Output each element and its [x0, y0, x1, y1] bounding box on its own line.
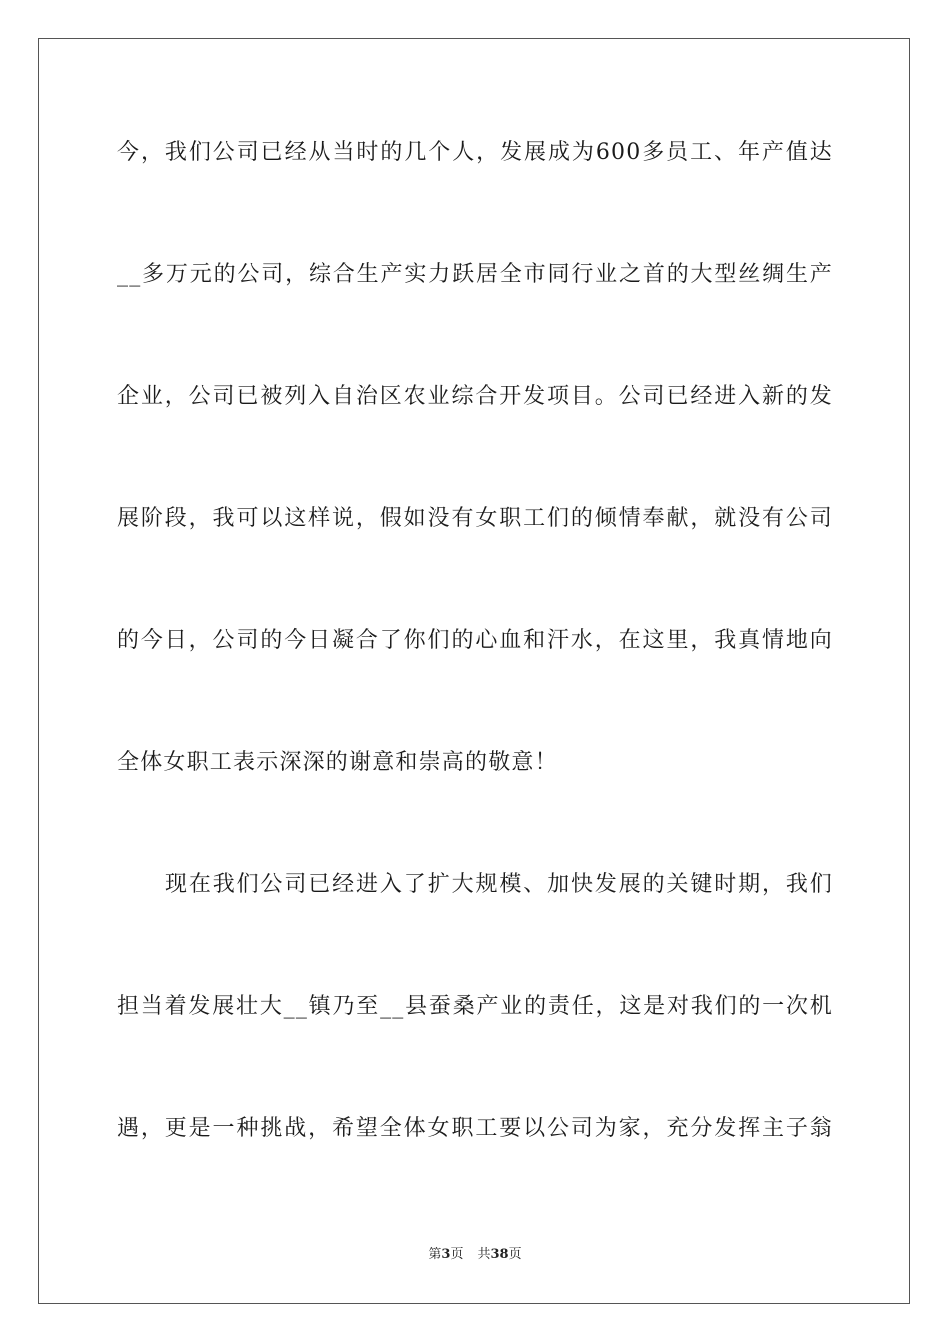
body-line-3: 企业，公司已被列入自治区农业综合开发项目。公司已经进入新的发 [117, 384, 833, 409]
page-suffix: 页 [450, 1247, 464, 1262]
body-line-5: 的今日，公司的今日凝合了你们的心血和汗水，在这里，我真情地向 [117, 628, 833, 653]
total-prefix: 共 [477, 1247, 491, 1262]
body-line-9: 遇，更是一种挑战，希望全体女职工要以公司为家，充分发挥主子翁 [117, 1116, 833, 1141]
body-line-4: 展阶段，我可以这样说，假如没有女职工们的倾情奉献，就没有公司 [117, 506, 833, 531]
body-line-2: __多万元的公司，综合生产实力跃居全市同行业之首的大型丝绸生产 [117, 262, 833, 287]
page-total: 38 [490, 1247, 509, 1262]
total-suffix: 页 [508, 1247, 522, 1262]
body-line-6: 全体女职工表示深深的谢意和崇高的敬意！ [117, 750, 558, 775]
body-line-8: 担当着发展壮大__镇乃至__县蚕桑产业的责任，这是对我们的一次机 [117, 994, 833, 1019]
page-prefix: 第 [428, 1247, 442, 1262]
page-current: 3 [441, 1247, 451, 1262]
body-line-1: 今，我们公司已经从当时的几个人，发展成为600多员工、年产值达 [117, 140, 833, 165]
page-footer [0, 1246, 950, 1264]
body-line-7: 现在我们公司已经进入了扩大规模、加快发展的关键时期，我们 [165, 872, 833, 897]
